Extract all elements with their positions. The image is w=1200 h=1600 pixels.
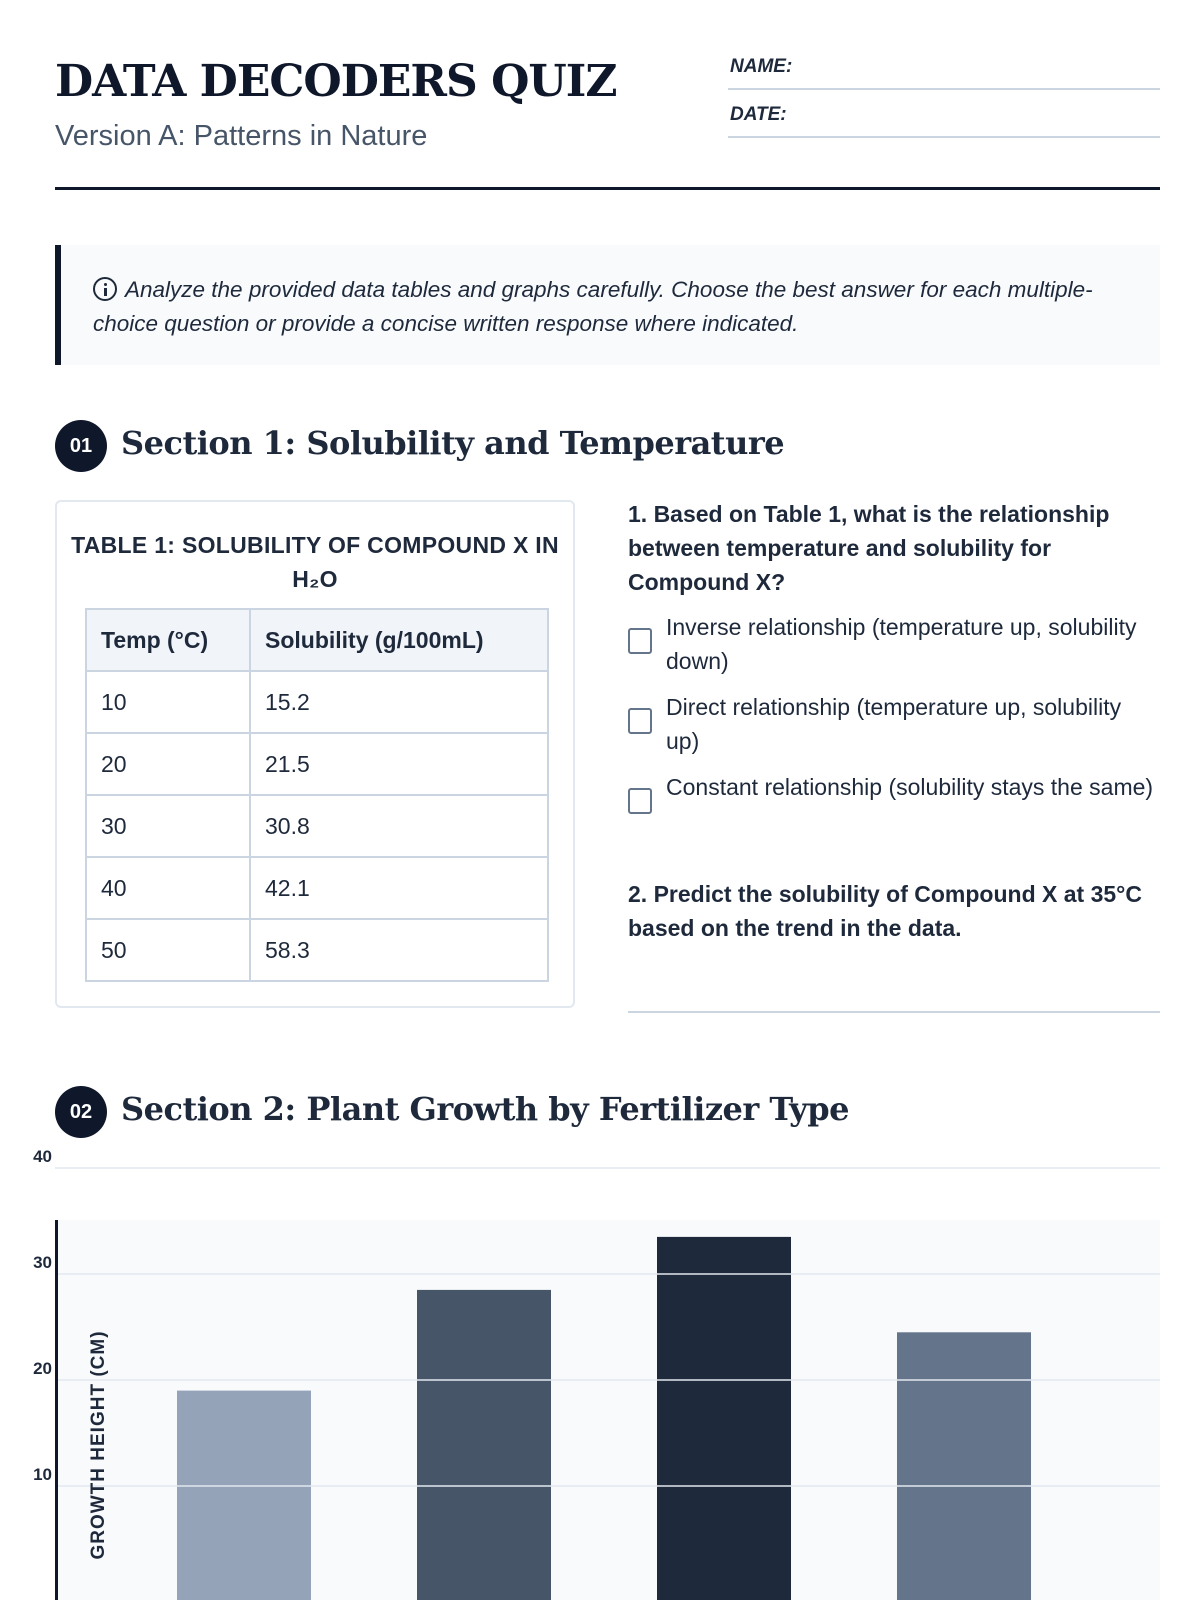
y-tick-label: 40 (33, 1147, 52, 1166)
table-cell-solubility: 21.5 (250, 733, 548, 795)
y-tick-label: 30 (33, 1253, 52, 1272)
chart-bar (417, 1290, 551, 1600)
table-cell-temp: 30 (86, 795, 250, 857)
y-tick-label: 10 (33, 1465, 52, 1484)
table-header-solubility: Solubility (g/100mL) (250, 609, 548, 671)
instructions-body: Analyze the provided data tables and graphs carefully. Choose the best answer for each multiple-choice question or provide a concise written response where indicated. (93, 277, 1093, 336)
y-axis-line (55, 1220, 58, 1600)
table-header-temp: Temp (°C) (86, 609, 250, 671)
y-axis-label: GROWTH HEIGHT (CM) (88, 1330, 109, 1560)
table-cell-temp: 10 (86, 671, 250, 733)
table-cell-solubility: 15.2 (250, 671, 548, 733)
section-1-title: Section 1: Solubility and Temperature (121, 424, 785, 462)
table-cell-solubility: 30.8 (250, 795, 548, 857)
table-cell-temp: 20 (86, 733, 250, 795)
q1-option-constant-label: Constant relationship (solubility stays the same) (666, 774, 1154, 800)
question-1-text: 1. Based on Table 1, what is the relationship between temperature and solubility for Compound X? (628, 501, 1110, 595)
section-2-title: Section 2: Plant Growth by Fertilizer Type (121, 1090, 849, 1128)
table-cell-temp: 50 (86, 919, 250, 981)
section-1-badge: 01 (55, 420, 107, 472)
question-2-text: 2. Predict the solubility of Compound X at 35°C based on the trend in the data. (628, 881, 1142, 941)
quiz-subtitle: Version A: Patterns in Nature (55, 120, 428, 152)
chart-bar (177, 1391, 311, 1600)
chart-bar (897, 1332, 1031, 1600)
table-cell-solubility: 58.3 (250, 919, 548, 981)
quiz-title: DATA DECODERS QUIZ (55, 56, 617, 107)
table-caption: TABLE 1: SOLUBILITY OF COMPOUND X IN H₂O (71, 532, 559, 592)
q1-option-direct-label: Direct relationship (temperature up, solubility up) (666, 694, 1122, 754)
name-label: NAME: (730, 56, 793, 77)
table-cell-solubility: 42.1 (250, 857, 548, 919)
chart-bar (657, 1237, 791, 1600)
section-2-badge: 02 (55, 1086, 107, 1138)
y-tick-label: 20 (33, 1359, 52, 1378)
date-label: DATE: (730, 104, 787, 125)
q1-option-inverse-label: Inverse relationship (temperature up, solubility down) (666, 614, 1137, 674)
table-cell-temp: 40 (86, 857, 250, 919)
